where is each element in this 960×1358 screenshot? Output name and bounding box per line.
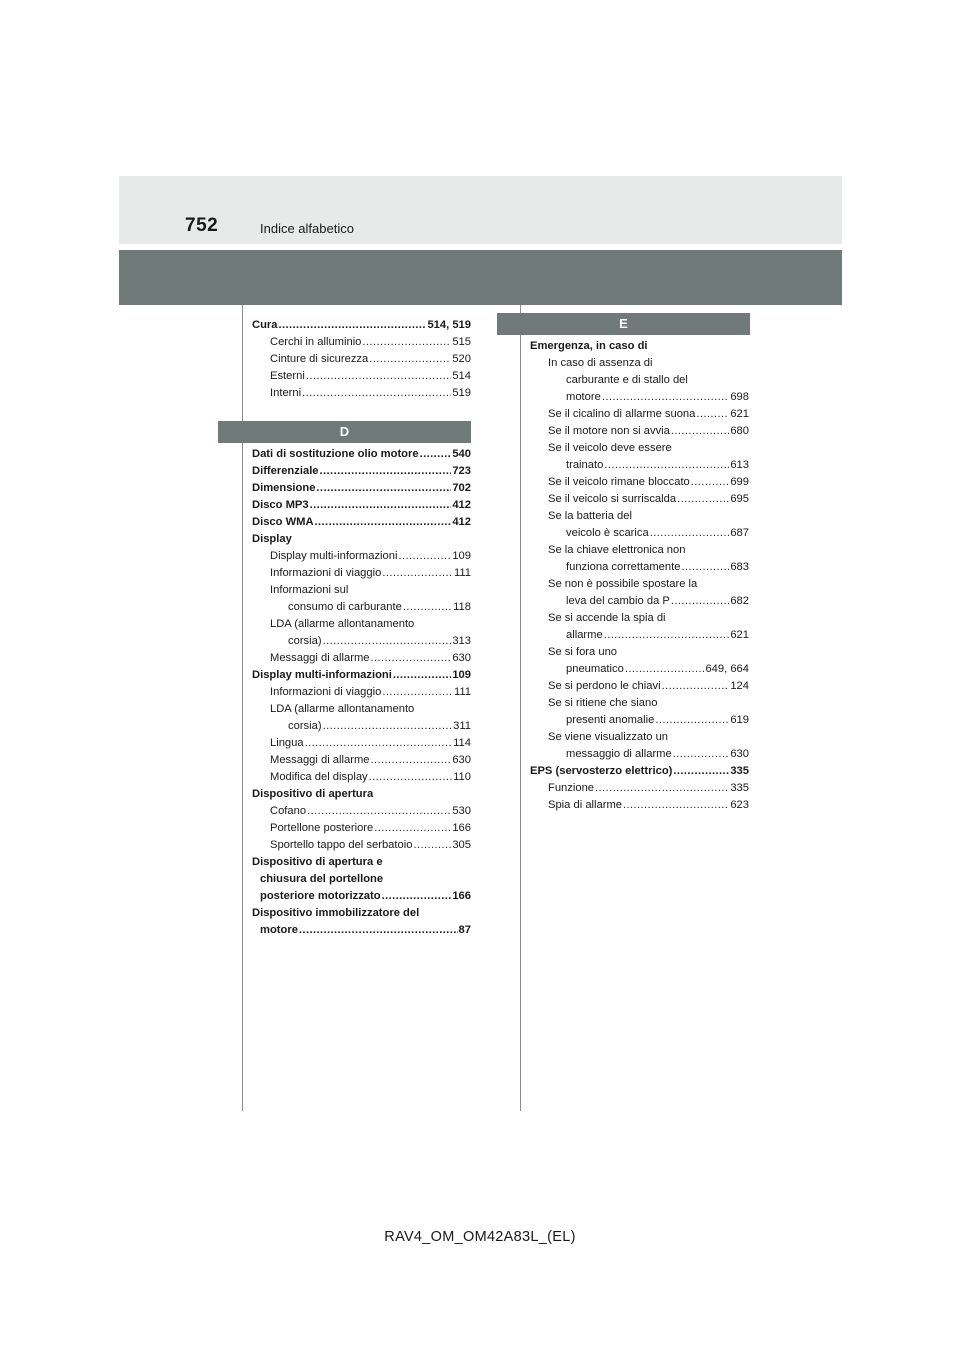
index-entry bbox=[252, 565, 471, 582]
index-entry bbox=[530, 457, 749, 474]
index-entry-page: 540 bbox=[452, 448, 471, 460]
index-entry bbox=[252, 497, 471, 514]
index-entry bbox=[252, 317, 471, 334]
leader-dots bbox=[371, 650, 452, 667]
index-entry-text: Messaggi di allarme bbox=[270, 652, 370, 664]
index-entry bbox=[252, 385, 471, 402]
index-entry-text: Differenziale bbox=[252, 465, 319, 477]
index-entry bbox=[252, 650, 471, 667]
index-entry-page: 699 bbox=[730, 476, 749, 488]
index-entry bbox=[252, 905, 471, 922]
index-entry bbox=[530, 627, 749, 644]
index-entry bbox=[252, 480, 471, 497]
leader-dots bbox=[595, 780, 729, 797]
index-entry bbox=[530, 593, 749, 610]
index-entry-text: Se il motore non si avvia bbox=[548, 425, 670, 437]
index-entry-page: 114 bbox=[453, 737, 471, 749]
leader-dots bbox=[279, 317, 427, 334]
leader-dots bbox=[602, 389, 730, 406]
index-entry bbox=[252, 854, 471, 871]
index-entry bbox=[252, 718, 471, 735]
leader-dots bbox=[362, 334, 451, 351]
index-entry-page: 311 bbox=[453, 720, 471, 732]
index-entry-page: 111 bbox=[453, 686, 471, 698]
index-entry bbox=[530, 712, 749, 729]
index-entry-page: 313 bbox=[452, 635, 471, 647]
index-entry bbox=[252, 351, 471, 368]
index-entry bbox=[530, 355, 749, 372]
leader-dots bbox=[382, 888, 452, 905]
index-entry-text: Cerchi in alluminio bbox=[270, 336, 362, 348]
index-entry bbox=[530, 423, 749, 440]
index-entry-page: 695 bbox=[730, 493, 749, 505]
index-entry-page: 619 bbox=[730, 714, 749, 726]
index-entry-text: Cinture di sicurezza bbox=[270, 353, 369, 365]
index-entry bbox=[252, 667, 471, 684]
index-entry-text: pneumatico bbox=[566, 663, 624, 675]
leader-dots bbox=[623, 797, 729, 814]
leader-dots bbox=[420, 446, 452, 463]
index-entry bbox=[252, 684, 471, 701]
index-entry-text: Se si ritiene che siano bbox=[548, 697, 658, 709]
index-entry-text: Dati di sostituzione olio motore bbox=[252, 448, 419, 460]
index-entry-text: motore bbox=[566, 391, 601, 403]
index-entry-text: Se si perdono le chiavi bbox=[548, 680, 661, 692]
index-entry bbox=[252, 803, 471, 820]
index-entry bbox=[252, 582, 471, 599]
index-column-left bbox=[252, 317, 471, 402]
page-number: 752 bbox=[185, 215, 219, 236]
index-entry bbox=[252, 888, 471, 905]
index-entry-page: 109 bbox=[452, 550, 471, 562]
index-entry bbox=[530, 474, 749, 491]
index-entry-text: Display bbox=[252, 533, 292, 545]
index-entry-page: 110 bbox=[453, 771, 471, 783]
index-entry-text: corsia) bbox=[288, 720, 322, 732]
leader-dots bbox=[393, 667, 451, 684]
leader-dots bbox=[662, 678, 730, 695]
index-entry-text: leva del cambio da P bbox=[566, 595, 670, 607]
index-entry bbox=[530, 491, 749, 508]
index-entry-text: veicolo è scarica bbox=[566, 527, 649, 539]
leader-dots bbox=[677, 491, 729, 508]
leader-dots bbox=[671, 593, 729, 610]
index-entry-text: Portellone posteriore bbox=[270, 822, 374, 834]
index-entry-page: 530 bbox=[452, 805, 471, 817]
leader-dots bbox=[398, 548, 451, 565]
index-entry bbox=[252, 531, 471, 548]
leader-dots bbox=[299, 922, 458, 939]
letter-heading-e: E bbox=[497, 313, 750, 335]
index-entry bbox=[530, 746, 749, 763]
index-entry-page: 682 bbox=[730, 595, 749, 607]
leader-dots bbox=[691, 474, 730, 491]
index-entry bbox=[530, 508, 749, 525]
index-entry-text: Interni bbox=[270, 387, 302, 399]
index-entry-text: In caso di assenza di bbox=[548, 357, 653, 369]
index-entry-page: 514 bbox=[452, 370, 471, 382]
index-entry-text: Modifica del display bbox=[270, 771, 368, 783]
index-column-left-d bbox=[252, 446, 471, 939]
index-entry-page: 87 bbox=[458, 924, 471, 936]
index-entry bbox=[252, 616, 471, 633]
document-code: RAV4_OM_OM42A83L_(EL) bbox=[384, 1229, 576, 1245]
index-entry-text: posteriore motorizzato bbox=[260, 890, 381, 902]
index-entry bbox=[252, 769, 471, 786]
leader-dots bbox=[403, 599, 452, 616]
index-entry-page: 621 bbox=[730, 629, 749, 641]
leader-dots bbox=[320, 463, 452, 480]
header-dark-band bbox=[119, 250, 842, 305]
letter-heading-d: D bbox=[218, 421, 471, 443]
leader-dots bbox=[316, 480, 451, 497]
index-entry-text: LDA (allarme allontanamento bbox=[270, 703, 415, 715]
index-entry bbox=[530, 644, 749, 661]
index-entry-page: 630 bbox=[730, 748, 749, 760]
index-entry-text: Se viene visualizzato un bbox=[548, 731, 669, 743]
index-entry-page: 649, 664 bbox=[705, 663, 749, 675]
index-entry bbox=[252, 871, 471, 888]
index-entry-page: 514, 519 bbox=[427, 319, 471, 331]
index-entry-page: 124 bbox=[730, 680, 749, 692]
index-entry bbox=[530, 763, 749, 780]
index-entry bbox=[530, 661, 749, 678]
index-entry-text: Disco MP3 bbox=[252, 499, 309, 511]
index-entry-text: Se si accende la spia di bbox=[548, 612, 666, 624]
index-entry-text: Se si fora uno bbox=[548, 646, 618, 658]
leader-dots bbox=[673, 746, 730, 763]
index-entry-text: Funzione bbox=[548, 782, 595, 794]
index-entry-text: carburante e di stallo del bbox=[566, 374, 688, 386]
index-group-c bbox=[252, 317, 471, 402]
index-entry-page: 412 bbox=[452, 516, 471, 528]
index-entry-text: Disco WMA bbox=[252, 516, 314, 528]
index-entry-page: 630 bbox=[452, 754, 471, 766]
index-entry bbox=[252, 837, 471, 854]
index-entry-page: 687 bbox=[730, 527, 749, 539]
index-entry-text: Display multi-informazioni bbox=[252, 669, 392, 681]
section-title: Indice alfabetico bbox=[260, 221, 354, 236]
index-entry bbox=[252, 735, 471, 752]
leader-dots bbox=[650, 525, 730, 542]
index-entry bbox=[252, 514, 471, 531]
index-entry-page: 613 bbox=[730, 459, 749, 471]
leader-dots bbox=[696, 406, 729, 423]
index-entry-page: 680 bbox=[730, 425, 749, 437]
right-column-rule bbox=[520, 305, 521, 1111]
index-entry bbox=[530, 695, 749, 712]
index-entry bbox=[252, 701, 471, 718]
index-entry-text: Dimensione bbox=[252, 482, 316, 494]
leader-dots bbox=[302, 385, 451, 402]
index-entry-text: presenti anomalie bbox=[566, 714, 655, 726]
index-entry-text: Esterni bbox=[270, 370, 305, 382]
index-entry-text: Se il cicalino di allarme suona bbox=[548, 408, 696, 420]
index-entry-text: allarme bbox=[566, 629, 603, 641]
index-entry bbox=[530, 729, 749, 746]
index-entry-page: 520 bbox=[452, 353, 471, 365]
index-entry-page: 621 bbox=[730, 408, 749, 420]
index-entry bbox=[252, 368, 471, 385]
index-entry-page: 515 bbox=[452, 336, 471, 348]
leader-dots bbox=[604, 457, 729, 474]
index-entry-text: Se il veicolo deve essere bbox=[548, 442, 672, 454]
index-entry bbox=[252, 463, 471, 480]
index-entry-text: chiusura del portellone bbox=[260, 873, 384, 885]
index-entry bbox=[252, 599, 471, 616]
leader-dots bbox=[305, 735, 453, 752]
index-group-e bbox=[530, 338, 749, 814]
index-entry bbox=[252, 820, 471, 837]
index-entry bbox=[530, 372, 749, 389]
index-entry-text: Spia di allarme bbox=[548, 799, 622, 811]
index-entry-text: funziona correttamente bbox=[566, 561, 681, 573]
leader-dots bbox=[369, 769, 453, 786]
leader-dots bbox=[371, 752, 452, 769]
index-entry-page: 305 bbox=[452, 839, 471, 851]
index-entry bbox=[252, 548, 471, 565]
leader-dots bbox=[323, 633, 452, 650]
index-entry-page: 698 bbox=[730, 391, 749, 403]
leader-dots bbox=[310, 497, 452, 514]
index-entry-text: Se il veicolo si surriscalda bbox=[548, 493, 677, 505]
index-entry bbox=[252, 334, 471, 351]
index-entry-page: 630 bbox=[452, 652, 471, 664]
leader-dots bbox=[306, 368, 452, 385]
index-entry bbox=[252, 633, 471, 650]
index-entry bbox=[252, 446, 471, 463]
index-entry-text: EPS (servosterzo elettrico) bbox=[530, 765, 673, 777]
index-entry bbox=[530, 780, 749, 797]
leader-dots bbox=[382, 684, 453, 701]
leader-dots bbox=[604, 627, 730, 644]
leader-dots bbox=[323, 718, 453, 735]
index-column-right bbox=[530, 338, 749, 814]
index-entry bbox=[530, 338, 749, 355]
index-entry bbox=[252, 752, 471, 769]
index-entry bbox=[530, 525, 749, 542]
index-entry-text: Se la batteria del bbox=[548, 510, 632, 522]
index-entry-text: Display multi-informazioni bbox=[270, 550, 398, 562]
header-top-band bbox=[119, 176, 842, 244]
index-entry-text: messaggio di allarme bbox=[566, 748, 672, 760]
index-entry bbox=[252, 786, 471, 803]
leader-dots bbox=[315, 514, 452, 531]
index-entry bbox=[530, 678, 749, 695]
index-entry-page: 109 bbox=[452, 669, 471, 681]
index-entry bbox=[530, 389, 749, 406]
index-entry-page: 335 bbox=[730, 765, 749, 777]
index-entry-text: Informazioni sul bbox=[270, 584, 349, 596]
index-entry-text: motore bbox=[260, 924, 298, 936]
index-entry-page: 723 bbox=[452, 465, 471, 477]
index-entry bbox=[530, 440, 749, 457]
index-entry-page: 702 bbox=[452, 482, 471, 494]
leader-dots bbox=[625, 661, 705, 678]
leader-dots bbox=[681, 559, 729, 576]
index-entry-text: Se non è possibile spostare la bbox=[548, 578, 698, 590]
index-entry-page: 166 bbox=[452, 822, 471, 834]
index-group-d bbox=[252, 446, 471, 939]
index-entry-text: Informazioni di viaggio bbox=[270, 686, 382, 698]
index-entry bbox=[530, 559, 749, 576]
index-entry-page: 412 bbox=[452, 499, 471, 511]
index-entry bbox=[252, 922, 471, 939]
leader-dots bbox=[374, 820, 451, 837]
index-entry-text: Dispositivo di apertura e bbox=[252, 856, 383, 868]
index-entry-text: Sportello tappo del serbatoio bbox=[270, 839, 413, 851]
index-entry-page: 683 bbox=[730, 561, 749, 573]
index-entry-text: Messaggi di allarme bbox=[270, 754, 370, 766]
leader-dots bbox=[382, 565, 453, 582]
index-entry-text: Dispositivo di apertura bbox=[252, 788, 374, 800]
index-entry-text: trainato bbox=[566, 459, 604, 471]
index-entry bbox=[530, 406, 749, 423]
leader-dots bbox=[655, 712, 729, 729]
index-entry-page: 519 bbox=[452, 387, 471, 399]
index-entry bbox=[530, 610, 749, 627]
index-entry-page: 118 bbox=[453, 601, 471, 613]
leader-dots bbox=[671, 423, 729, 440]
index-entry-text: Cofano bbox=[270, 805, 307, 817]
index-entry-text: corsia) bbox=[288, 635, 322, 647]
index-entry-page: 335 bbox=[730, 782, 749, 794]
index-entry-text: Se la chiave elettronica non bbox=[548, 544, 686, 556]
leader-dots bbox=[307, 803, 451, 820]
leader-dots bbox=[413, 837, 451, 854]
index-entry bbox=[530, 797, 749, 814]
index-entry-page: 166 bbox=[452, 890, 471, 902]
index-entry-text: Dispositivo immobilizzatore del bbox=[252, 907, 420, 919]
index-entry-page: 111 bbox=[453, 567, 471, 579]
index-entry-text: Cura bbox=[252, 319, 278, 331]
leader-dots bbox=[369, 351, 451, 368]
index-entry-text: consumo di carburante bbox=[288, 601, 402, 613]
index-entry bbox=[530, 576, 749, 593]
index-entry-text: Informazioni di viaggio bbox=[270, 567, 382, 579]
index-entry-text: Emergenza, in caso di bbox=[530, 340, 648, 352]
index-entry-page: 623 bbox=[730, 799, 749, 811]
index-entry bbox=[530, 542, 749, 559]
leader-dots bbox=[673, 763, 729, 780]
index-entry-text: Lingua bbox=[270, 737, 304, 749]
index-entry-text: LDA (allarme allontanamento bbox=[270, 618, 415, 630]
index-entry-text: Se il veicolo rimane bloccato bbox=[548, 476, 690, 488]
